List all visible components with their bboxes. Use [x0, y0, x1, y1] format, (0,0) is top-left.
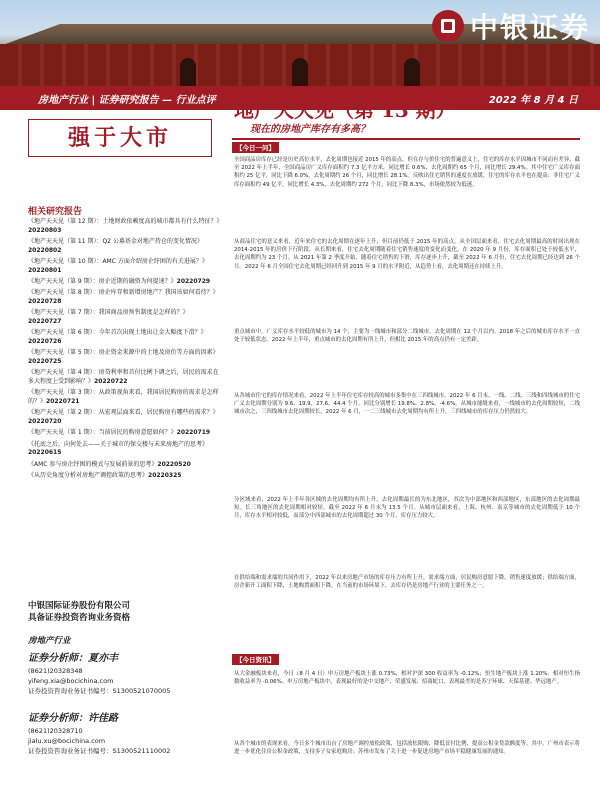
- related-report-date: 20220729: [176, 277, 211, 285]
- breadcrumb: 房地产行业 | 证券研究报告 — 行业点评: [38, 95, 216, 106]
- related-report-date: 20220721: [46, 397, 80, 405]
- related-report-title: 《从历史角度分析对房地产调控政策的思考》: [28, 472, 149, 479]
- report-date: 2022 年 8 月 4 日: [488, 95, 578, 106]
- section-tag: 【今日资讯】: [232, 654, 279, 665]
- analyst-email[interactable]: yifeng.xia@bocichina.com: [28, 677, 114, 685]
- related-report-date: 20220726: [28, 337, 62, 345]
- related-report-date: 20220520: [157, 460, 191, 468]
- palace-gate: [292, 58, 308, 86]
- related-report-item[interactable]: [28, 289, 220, 306]
- header-banner: [0, 0, 600, 86]
- related-report-item[interactable]: [28, 369, 220, 386]
- palace-gate: [180, 58, 196, 86]
- analyst-name: 证券分析师：夏亦丰: [28, 653, 118, 664]
- related-report-item[interactable]: [28, 429, 220, 438]
- rating-box: [28, 119, 212, 157]
- related-report-date: 20220720: [28, 417, 62, 425]
- related-report-item[interactable]: [28, 258, 220, 275]
- related-report-item[interactable]: [28, 238, 220, 255]
- related-report-date: 20220615: [28, 449, 62, 457]
- related-report-title: 《地产天天见（第 12 期）：土地财政依赖度高的城市都具有什么特征？》: [28, 218, 223, 225]
- related-report-title: 《AMC 参与房企纾困的模式与发展前景的思考》: [28, 460, 158, 468]
- body-paragraph: 在供给端和需求端的共同作用下，2022 年以来房地产市场的库存压力有所上升。需求端方面，居民购房意愿下降，销售速度放缓；供给端方面，房企新开工面积下降，土地购置面积下降。在当前的市场环境下，去库存仍是房地产行业的主要任务之一。: [234, 575, 580, 590]
- body-paragraph: 从各城市住宅的库存情况来看，2022 年上半年住宅库存较高的城市多集中在三四线城市。2022 年 6 月末，一线、二线、三线和四线城市的住宅广义去化周期分别为 9.6、19.9、27.6、44.4 个月，同比分别增长 19.8%、2.8%、-4.6%。从城市能级来看，一线城市的去化周期较短，二线城市次之，三四线城市去化周期较长。2022 年 6 月，一二三线城市去化周期均有所上升，三四线城市的库存压力仍然较大。: [234, 393, 580, 416]
- title-divider: [232, 138, 580, 140]
- body-paragraph: 重点城市中，广义库存水平较低的城市为 14 个，主要为一线城市和部分二线城市，去化周期在 12 个月以内。2018 年之后的城市库存水平一直处于较低状态。2022 年上半年，重点城市的去化周期有所上升，但相比 2015 年的高点仍有一定差距。: [234, 329, 580, 344]
- related-report-title: 《地产天天见（第 4 期）：房贷利率和首付比例下调之后，居民的需求在多大程度上受到影响？》: [28, 369, 219, 385]
- analyst-card: [28, 652, 170, 696]
- related-report-item[interactable]: [28, 218, 223, 235]
- related-report-title: 《地产天天见（第 7 期）：我国商品房预售制度是怎样的？》: [28, 309, 189, 317]
- related-report-title: 《地产天天见（第 3 期）：从政策视角来看，我国居民购房的需求是怎样的？》: [28, 389, 219, 405]
- body-paragraph: 从各个城市的表现来看，今日多个城市出台了房地产调控放松政策，包括放松限购、降低首付比例、提高公积金贷款额度等。其中，广州市表示将进一步优化住房公积金政策，支持多子女家庭购房；苏州市发布了关于进一步促进房地产市场平稳健康发展的通知。: [234, 741, 580, 756]
- related-report-item[interactable]: [28, 409, 220, 426]
- body-paragraph: 分区域来看，2022 年上半年各区域的去化周期均有所上升，去化周期最长的为东北地区，其次为中部地区和西部地区，东部地区的去化周期最短。长三角地区的去化周期相对较短，截至 2022 年 6 月末为 13.5 个月。从城市层面来看，上海、杭州、南京等城市的去化周期低于 10 个月，库存水平相对较低，而部分中西部城市的去化周期超过 30 个月，库存压力较大。: [234, 497, 580, 520]
- body-paragraph: 从商品住宅的意义来看，近年来住宅的去化周期在逐年上升，但目前仍低于 2015 年的高点。从全国层面来看，住宅去化周期最高的时间出现在 2014-2015 年的房价下行阶段。从长期来看，住宅去化周期随着住宅销售速度的变化而变化。在 2020 年 9 月份，库存面积已处于较低水平，去化周期约为 23 个月。从 2021 年第 2 季度开始，随着住宅销售的下滑，库存逐步上升，截至 2022 年 6 月份，住宅去化周期已经达到 26 个月。2022 年 6 月全国住宅去化周期已经回升到 2015 年 9 月的水平附近，从趋势上看，去化周期还在持续上升。: [234, 239, 580, 270]
- palace-gate: [404, 58, 420, 86]
- related-report-title: 《地产天天见（第 2 期）：从宏观层面来看，居民购房有哪些的需求？》: [28, 409, 219, 417]
- related-report-date: 20220722: [94, 377, 128, 385]
- analyst-phone: (8621)20328710: [28, 727, 83, 735]
- logo: [432, 6, 590, 46]
- sector-label: 房地产行业: [28, 636, 71, 646]
- analyst-card: [28, 712, 170, 756]
- related-report-date: 20220719: [176, 429, 211, 437]
- related-report-item[interactable]: [28, 389, 220, 406]
- related-report-title: 《托底之后，向何处去——关于城市的保交楼与未来房地产的思考》: [28, 440, 209, 448]
- bank-logo-icon: [432, 10, 464, 42]
- analyst-license: 证券投资咨询业务证书编号：S1300521070005: [28, 687, 171, 695]
- related-report-title: 《地产天天见（第 11 期）：Q2 公募基金对地产持仓的变化情况》: [28, 237, 203, 245]
- related-reports-list: [28, 218, 223, 483]
- related-report-date: 20220725: [28, 357, 62, 365]
- related-report-date: 20220802: [28, 246, 62, 254]
- related-report-title: 《地产天天见（第 5 期）：房企资金来源中的土地及房价等方面的因素》: [28, 349, 219, 357]
- related-report-date: 20220728: [28, 297, 62, 305]
- related-report-item[interactable]: [28, 472, 220, 481]
- related-report-title: 《地产天天见（第 1 期）：当前居民的购房意愿如何？》: [28, 429, 177, 437]
- related-report-item[interactable]: [28, 278, 220, 287]
- related-report-title: 《地产天天见（第 6 期）：今年首次出现土地出让金大幅度下滑？》: [28, 329, 207, 337]
- related-report-date: 20220727: [28, 317, 62, 325]
- related-report-item[interactable]: [28, 309, 220, 326]
- related-report-title: 《地产天天见（第 10 期）：AMC 方面介绍房企纾困的有关进展？》: [28, 257, 208, 265]
- firm-name: 中银国际证券股份有限公司: [28, 601, 131, 611]
- related-report-item[interactable]: [28, 349, 220, 366]
- report-subtitle: 现在的房地产库存有多高？: [250, 124, 370, 135]
- firm-info: [28, 600, 130, 624]
- report-title: 地产天天见（第 13 期）: [234, 98, 456, 122]
- rating: 强于大市: [67, 125, 172, 151]
- related-report-date: 20220803: [28, 226, 62, 234]
- analyst-license: 证券投资咨询业务证书编号：S1300521110002: [28, 747, 171, 755]
- analyst-name: 证券分析师：许佳路: [28, 713, 118, 724]
- related-report-title: 《地产天天见（第 8 期）：房企库存和新增房地产？我国该如何看待？》: [28, 289, 219, 297]
- related-report-date: 20220801: [28, 266, 62, 274]
- logo-text: 中银证券: [469, 11, 590, 44]
- related-report-item[interactable]: [28, 329, 220, 346]
- firm-license: 具备证券投资咨询业务资格: [28, 613, 131, 623]
- section-tag: 【今日一问】: [232, 142, 279, 153]
- analyst-email[interactable]: jialu.xu@bocichina.com: [28, 737, 106, 745]
- related-report-title: 《地产天天见（第 9 期）：房企近期的融资为何提速？》: [28, 277, 177, 285]
- related-report-date: 20220325: [148, 472, 182, 479]
- body-paragraph: 从大金融板块来看，今日（8 月 4 日）申万房地产板块上涨 0.73%，相对沪深 300 收益率为 -0.12%；恒生地产板块上涨 1.20%，相对恒生指数收益率为 -0.06%。申万房地产板块中，表现最好的是中交地产、荣盛发展、招商蛇口，表现最差的是苏宁环球、天保基建、华远地产。: [234, 671, 580, 686]
- related-report-item[interactable]: [28, 461, 220, 470]
- analyst-phone: (8621)20328348: [28, 667, 83, 675]
- related-report-item[interactable]: [28, 441, 220, 458]
- related-reports-title: 相关研究报告: [28, 207, 83, 217]
- body-paragraph: 全国商品房库存已经是历史高位水平，去化周期也接近 2015 年的高点。但在存与价住宅的普遍意义上，住宅的库存水平因城市不同而有差异。截至 2022 年上半年，全国商品房广义库存面积约 7.3 亿平方米，同比增长 0.6%，去化周期约 65 个月，同比增长 29.4%。其中住宅广义库存面积约 25 亿平，同比下降 6.0%，去化周期约 26 个月，同比增长 28.1%。反映出住宅销售的速度在放缓，住宅的库存水平也在提高；非住宅广义库存面积约 49 亿平，同比增长 4.3%，去化周期约 272 个月，同比下降 8.3%，市场依然较为低迷。: [234, 157, 580, 188]
